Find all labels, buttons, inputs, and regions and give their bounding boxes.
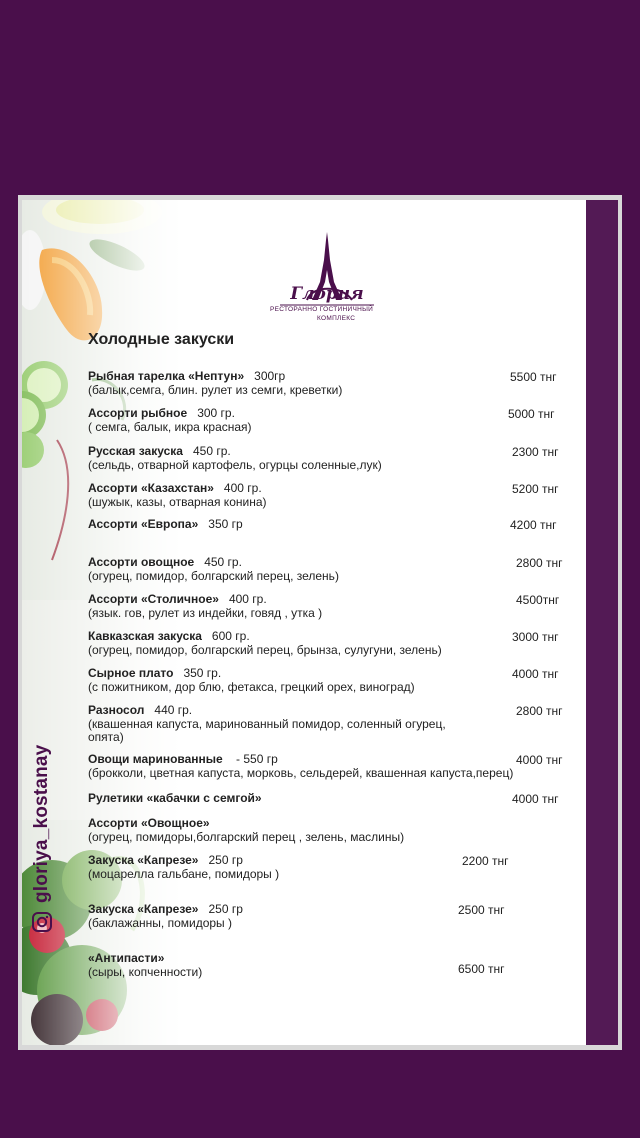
menu-item [88,817,404,844]
item-price: 4000 тнг [512,667,559,681]
menu-item [88,792,262,806]
menu-item [88,556,339,583]
item-weight: 600 гр. [211,629,250,643]
item-price: 5200 тнг [512,482,559,496]
item-description: (огурец, помидоры,болгарский перец , зелень, маслины) [88,829,405,844]
menu-item [88,407,252,434]
menu-item [88,482,267,509]
item-weight: 350 гр [208,517,243,531]
item-description: (язык. гов, рулет из индейки, говяд , утка ) [88,605,323,620]
item-weight: 450 гр. [192,444,231,458]
item-price: 3000 тнг [512,630,559,644]
item-price: 2300 тнг [512,445,559,459]
item-weight: 300 гр. [197,406,235,420]
item-name: Рыбная тарелка «Нептун» [88,369,245,383]
menu-item [88,952,202,979]
item-name: Закуска «Капрезе» [88,902,199,916]
menu-card [18,195,622,1050]
item-name: Ассорти «Европа» [88,517,199,531]
menu-item [88,704,446,745]
item-price: 5000 тнг [508,407,555,421]
item-price: 4200 тнг [510,518,557,532]
menu-item [88,370,342,397]
item-description: (квашенная капуста, маринованный помидор, соленный огурец, [88,716,446,731]
item-name: Ассорти «Столичное» [88,592,219,606]
item-description: (моцарелла гальбане, помидоры ) [88,866,280,881]
menu-item [88,593,322,620]
item-price: 4000 тнг [512,792,559,806]
instagram-handle[interactable] [27,633,57,933]
item-price: 4000 тнг [516,753,563,767]
item-price: 2500 тнг [458,903,505,917]
item-description: (баклажанны, помидоры ) [88,915,233,930]
item-weight: - 550 гр [232,752,278,766]
item-name: Сырное плато [88,666,174,680]
logo-script-text: Глория [290,284,364,304]
menu-item [88,630,442,657]
item-name: Кавказская закуска [88,629,202,643]
menu-item [88,903,243,930]
item-description: (огурец, помидор, болгарский перец, брынза, сулугуни, зелень) [88,642,442,657]
item-name: Разносол [88,703,145,717]
item-price: 2200 тнг [462,854,509,868]
item-price: 2800 тнг [516,704,563,718]
item-description: ( семга, балык, икра красная) [88,419,252,434]
item-name: Рулетики «кабачки с семгой» [88,791,262,805]
item-description: (брокколи, цветная капуста, морковь, сельдерей, квашенная капуста,перец) [88,765,514,780]
item-name: Овощи маринованные [88,752,223,766]
item-description: (шужык, казы, отварная конина) [88,494,267,509]
item-description-continued: опята) [88,730,124,744]
item-weight: 440 гр. [154,703,193,717]
item-price: 4500тнг [516,593,560,607]
logo-subtitle-2: КОМПЛЕКС [317,315,356,322]
side-stripe [586,200,618,1045]
item-description: (балык,семга, блин. рулет из семги, креветки) [88,382,343,397]
item-name: Ассорти «Казахстан» [88,481,214,495]
item-weight: 450 гр. [204,555,242,569]
item-name: Русская закуска [88,444,183,458]
menu-item [88,445,382,472]
item-name: Ассорти «Овощное» [88,816,210,830]
item-weight: 250 гр [208,902,243,916]
item-name: Ассорти рыбное [88,406,188,420]
item-weight: 250 гр [208,853,243,867]
section-heading: Холодные закуски [88,331,235,348]
item-name: «Антипасти» [88,951,165,965]
item-price: 5500 тнг [510,370,557,384]
item-description: (сельдь, отварной картофель, огурцы соленные,лук) [88,457,382,472]
menu-item [88,667,415,694]
instagram-icon [31,911,53,933]
menu-item [88,518,243,532]
menu-item [88,854,279,881]
item-name: Ассорти овощное [88,555,195,569]
instagram-handle-text: gloriya_kostanay [31,744,52,903]
menu-item [88,753,513,780]
item-description: (огурец, помидор, болгарский перец, зелень) [88,568,339,583]
item-description: (с пожитником, дор блю, фетакса, грецкий орех, виноград) [88,679,415,694]
item-weight: 400 гр. [223,481,262,495]
item-price: 6500 тнг [458,962,505,976]
menu-sheet [22,200,618,1045]
logo-subtitle: РЕСТОРАННО ГОСТИНИЧНЫЙ [270,306,374,313]
item-price: 2800 тнг [516,556,563,570]
item-name: Закуска «Капрезе» [88,853,199,867]
item-weight: 300гр [254,369,286,383]
item-weight: 400 гр. [228,592,267,606]
item-description: (сыры, копченности) [88,964,203,979]
item-weight: 350 гр. [183,666,222,680]
